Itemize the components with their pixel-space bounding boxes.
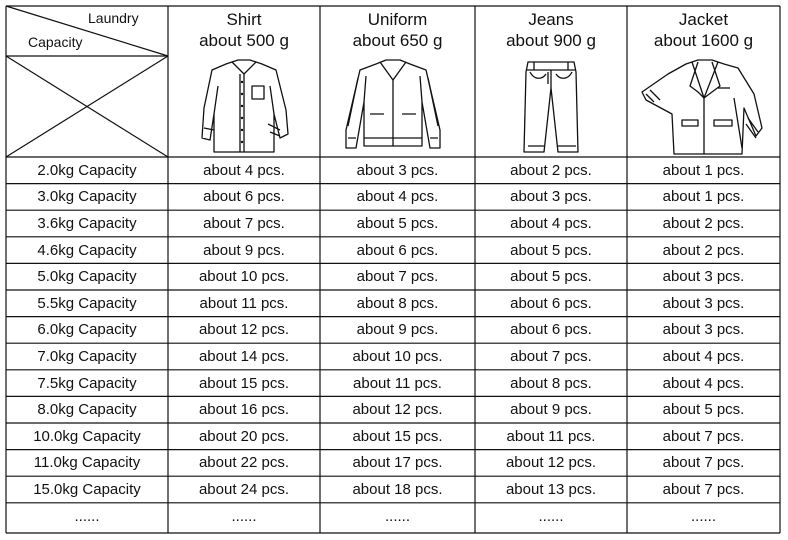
- corner-label-laundry: Laundry: [88, 10, 139, 26]
- column-header-shirt: [168, 6, 320, 54]
- table-cell: about 3 pcs.: [662, 268, 745, 286]
- table-cell: about 5 pcs.: [662, 401, 745, 419]
- table-cell: about 16 pcs.: [198, 401, 290, 419]
- table-cell: about 4 pcs.: [356, 188, 439, 206]
- table-cell: about 11 pcs.: [353, 374, 442, 392]
- row-capacity-label: 5.0kg Capacity: [37, 268, 137, 286]
- shirt-icon: [196, 58, 292, 156]
- column-header-uniform: [320, 6, 475, 54]
- column-name: Jacket: [678, 10, 729, 29]
- table-cell: about 12 pcs.: [352, 401, 443, 419]
- table-cell: about 12 pcs.: [198, 321, 290, 339]
- table-cell: about 9 pcs.: [510, 401, 592, 419]
- table-cell: about 7 pcs.: [356, 268, 439, 286]
- table-cell: about 3 pcs.: [662, 321, 745, 339]
- row-capacity-label: 2.0kg Capacity: [37, 161, 137, 179]
- table-cell: about 3 pcs.: [510, 188, 592, 206]
- table-cell: about 2 pcs.: [662, 214, 745, 232]
- table-cell: about 2 pcs.: [510, 161, 592, 179]
- table-cell: about 14 pcs.: [198, 347, 290, 365]
- corner-label-capacity: Capacity: [28, 34, 83, 50]
- table-cell: about 7 pcs.: [662, 427, 745, 445]
- column-weight: about 650 g: [352, 31, 443, 50]
- column-name: Shirt: [226, 10, 262, 29]
- table-cell: about 1 pcs.: [662, 161, 745, 179]
- table-cell: ......: [384, 507, 410, 525]
- row-capacity-label: 6.0kg Capacity: [37, 321, 137, 339]
- table-cell: about 10 pcs.: [198, 268, 290, 286]
- table-cell: about 2 pcs.: [662, 241, 745, 259]
- table-cell: about 7 pcs.: [662, 480, 745, 498]
- column-weight: about 900 g: [506, 31, 596, 50]
- row-capacity-label: 10.0kg Capacity: [33, 427, 141, 445]
- table-cell: ......: [231, 507, 257, 525]
- table-cell: about 6 pcs.: [356, 241, 439, 259]
- table-cell: about 1 pcs.: [662, 188, 745, 206]
- table-cell: about 6 pcs.: [203, 188, 285, 206]
- table-cell: about 15 pcs.: [198, 374, 290, 392]
- table-cell: about 12 pcs.: [505, 454, 597, 472]
- column-weight: about 1600 g: [653, 31, 754, 50]
- table-cell: about 8 pcs.: [356, 294, 439, 312]
- blazer-icon: [638, 58, 768, 158]
- table-cell: about 9 pcs.: [203, 241, 285, 259]
- table-cell: about 5 pcs.: [510, 241, 592, 259]
- table-cell: ......: [538, 507, 564, 525]
- table-cell: about 7 pcs.: [203, 214, 285, 232]
- table-cell: about 4 pcs.: [510, 214, 592, 232]
- table-cell: about 7 pcs.: [662, 454, 745, 472]
- row-capacity-label: ......: [74, 507, 100, 525]
- table-cell: about 22 pcs.: [198, 454, 290, 472]
- jeans-icon: [518, 58, 584, 156]
- table-cell: about 4 pcs.: [203, 161, 285, 179]
- table-cell: about 5 pcs.: [510, 268, 592, 286]
- table-cell: about 3 pcs.: [662, 294, 745, 312]
- table-cell: about 6 pcs.: [510, 294, 592, 312]
- uniform-jacket-icon: [340, 58, 446, 156]
- table-cell: about 4 pcs.: [662, 347, 745, 365]
- row-capacity-label: 3.0kg Capacity: [37, 188, 137, 206]
- table-cell: about 7 pcs.: [510, 347, 592, 365]
- table-cell: about 15 pcs.: [352, 427, 443, 445]
- table-cell: about 11 pcs.: [506, 427, 596, 445]
- table-cell: about 6 pcs.: [510, 321, 592, 339]
- column-header-jacket: [627, 6, 780, 54]
- row-capacity-label: 7.5kg Capacity: [37, 374, 137, 392]
- row-capacity-label: 4.6kg Capacity: [37, 241, 137, 259]
- table-cell: about 8 pcs.: [510, 374, 592, 392]
- row-capacity-label: 8.0kg Capacity: [37, 401, 137, 419]
- row-capacity-label: 7.0kg Capacity: [37, 347, 137, 365]
- table-cell: about 10 pcs.: [352, 347, 443, 365]
- table-cell: about 18 pcs.: [352, 480, 443, 498]
- table-cell: ......: [690, 507, 716, 525]
- column-header-jeans: [475, 6, 627, 54]
- column-name: Jeans: [528, 10, 574, 29]
- table-cell: about 4 pcs.: [662, 374, 745, 392]
- table-cell: about 24 pcs.: [198, 480, 290, 498]
- row-capacity-label: 5.5kg Capacity: [37, 294, 137, 312]
- row-capacity-label: 3.6kg Capacity: [37, 214, 137, 232]
- column-weight: about 500 g: [199, 31, 289, 50]
- table-cell: about 5 pcs.: [356, 214, 439, 232]
- table-cell: about 3 pcs.: [356, 161, 439, 179]
- table-cell: about 11 pcs.: [199, 294, 289, 312]
- table-cell: about 13 pcs.: [505, 480, 597, 498]
- table-cell: about 17 pcs.: [352, 454, 443, 472]
- row-capacity-label: 15.0kg Capacity: [33, 480, 141, 498]
- table-cell: about 9 pcs.: [356, 321, 439, 339]
- table-cell: about 20 pcs.: [198, 427, 290, 445]
- row-capacity-label: 11.0kg Capacity: [33, 454, 141, 472]
- column-name: Uniform: [367, 10, 428, 29]
